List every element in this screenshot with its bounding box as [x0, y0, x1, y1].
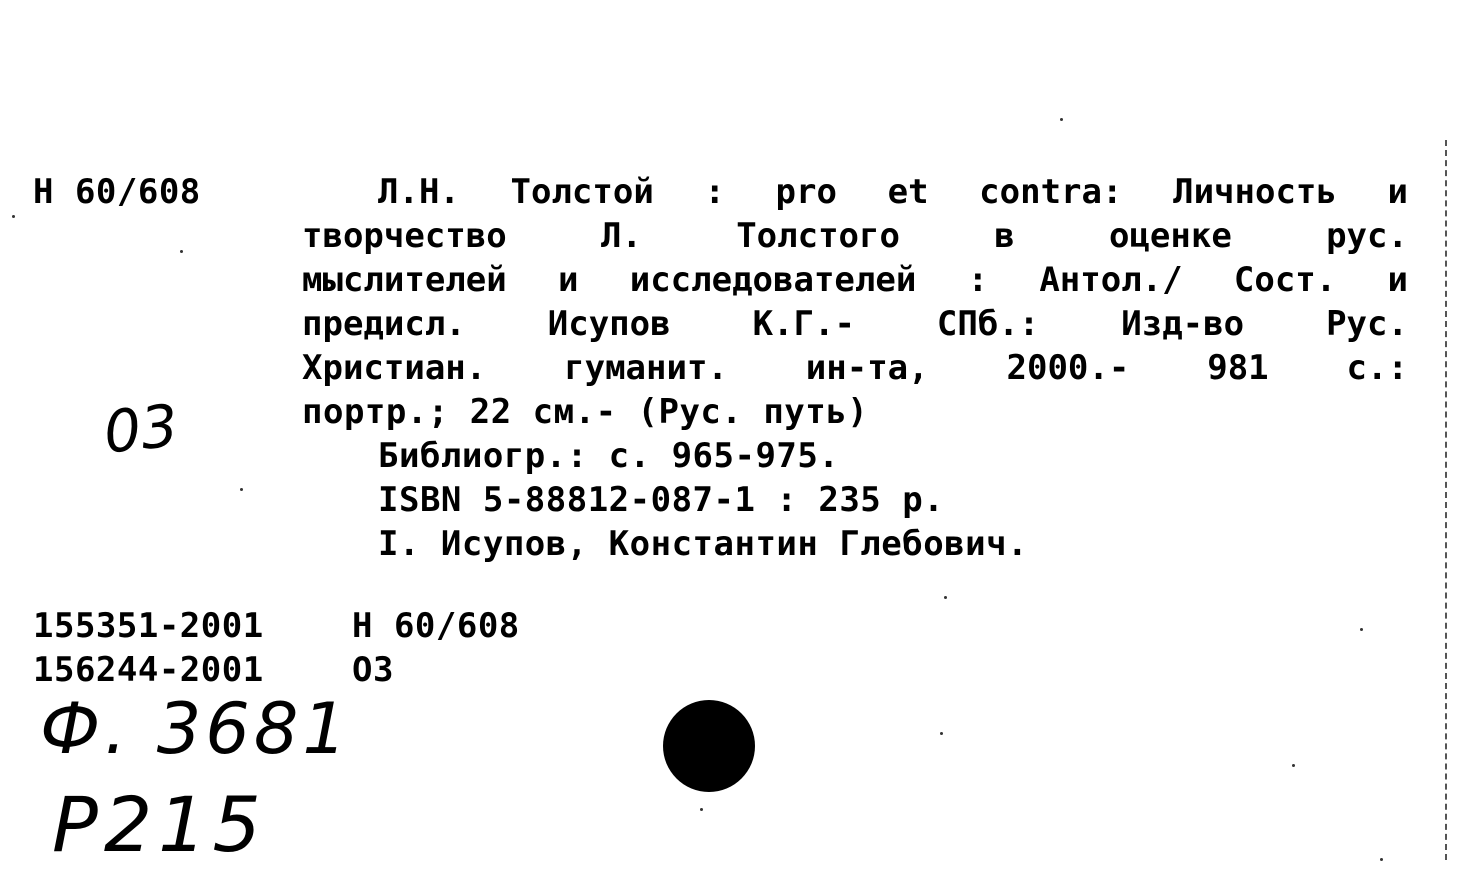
scan-speck [12, 215, 15, 218]
word: ин-та, [805, 348, 929, 388]
word: contra: [979, 172, 1123, 212]
word: Толстой [510, 172, 654, 212]
word: 981 [1207, 348, 1269, 388]
scan-speck [1380, 858, 1383, 861]
scan-speck [700, 808, 703, 811]
word: Толстого [736, 216, 900, 256]
inventory-code: О3 [352, 650, 394, 690]
word: Антол./ [1039, 260, 1183, 300]
handwritten-code-mark: Р215 [52, 780, 267, 869]
scan-speck [240, 488, 243, 491]
handwritten-margin-note: 03 [100, 391, 182, 467]
word: и [1387, 172, 1408, 212]
description-line-2 [302, 214, 1408, 258]
inventory-number: 155351-2001 [33, 606, 264, 646]
bibliography-note: Библиогр.: с. 965-975. [378, 436, 840, 476]
scan-speck [940, 732, 943, 735]
word: Личность [1173, 172, 1337, 212]
word: оценке [1108, 216, 1232, 256]
word: et [887, 172, 929, 212]
word: с.: [1346, 348, 1408, 388]
word: и [557, 260, 579, 300]
inventory-number: 156244-2001 [33, 650, 264, 690]
word: в [994, 216, 1015, 256]
word: 2000.- [1006, 348, 1130, 388]
description-line-6: портр.; 22 см.- (Рус. путь) [302, 392, 869, 432]
punch-hole [663, 700, 755, 792]
description-line-1 [378, 170, 1408, 214]
handwritten-fund-mark: Ф. 3681 [40, 688, 351, 770]
word: Изд-во [1121, 304, 1245, 344]
word: СПб.: [936, 304, 1040, 344]
word: : [704, 172, 725, 212]
word: предисл. [302, 304, 466, 344]
word: Рус. [1326, 304, 1408, 344]
word: мыслителей [302, 260, 507, 300]
word: Исупов [547, 304, 671, 344]
word: Л. [600, 216, 642, 256]
scan-speck [180, 250, 183, 253]
word: : [967, 260, 989, 300]
word: творчество [302, 216, 507, 256]
word: К.Г.- [752, 304, 855, 344]
scan-speck [1060, 118, 1063, 121]
word: Христиан. [302, 348, 487, 388]
description-line-5 [302, 346, 1408, 390]
isbn-line: ISBN 5-88812-087-1 : 235 р. [378, 480, 945, 520]
shelfmark: Н 60/608 [33, 172, 201, 212]
word: исследователей [629, 260, 917, 300]
inventory-code: Н 60/608 [352, 606, 520, 646]
description-line-4 [302, 302, 1408, 346]
scan-speck [1360, 628, 1363, 631]
scan-speck [944, 596, 947, 599]
scan-speck [1292, 764, 1295, 767]
word: рус. [1326, 216, 1408, 256]
description-line-3 [302, 258, 1408, 302]
word: и [1387, 260, 1408, 300]
word: Сост. [1233, 260, 1337, 300]
word: pro [775, 172, 837, 212]
author-entry: I. Исупов, Константин Глебович. [378, 524, 1029, 564]
perforation-edge [1445, 140, 1451, 860]
word: Л.Н. [378, 172, 460, 212]
word: гуманит. [564, 348, 728, 388]
